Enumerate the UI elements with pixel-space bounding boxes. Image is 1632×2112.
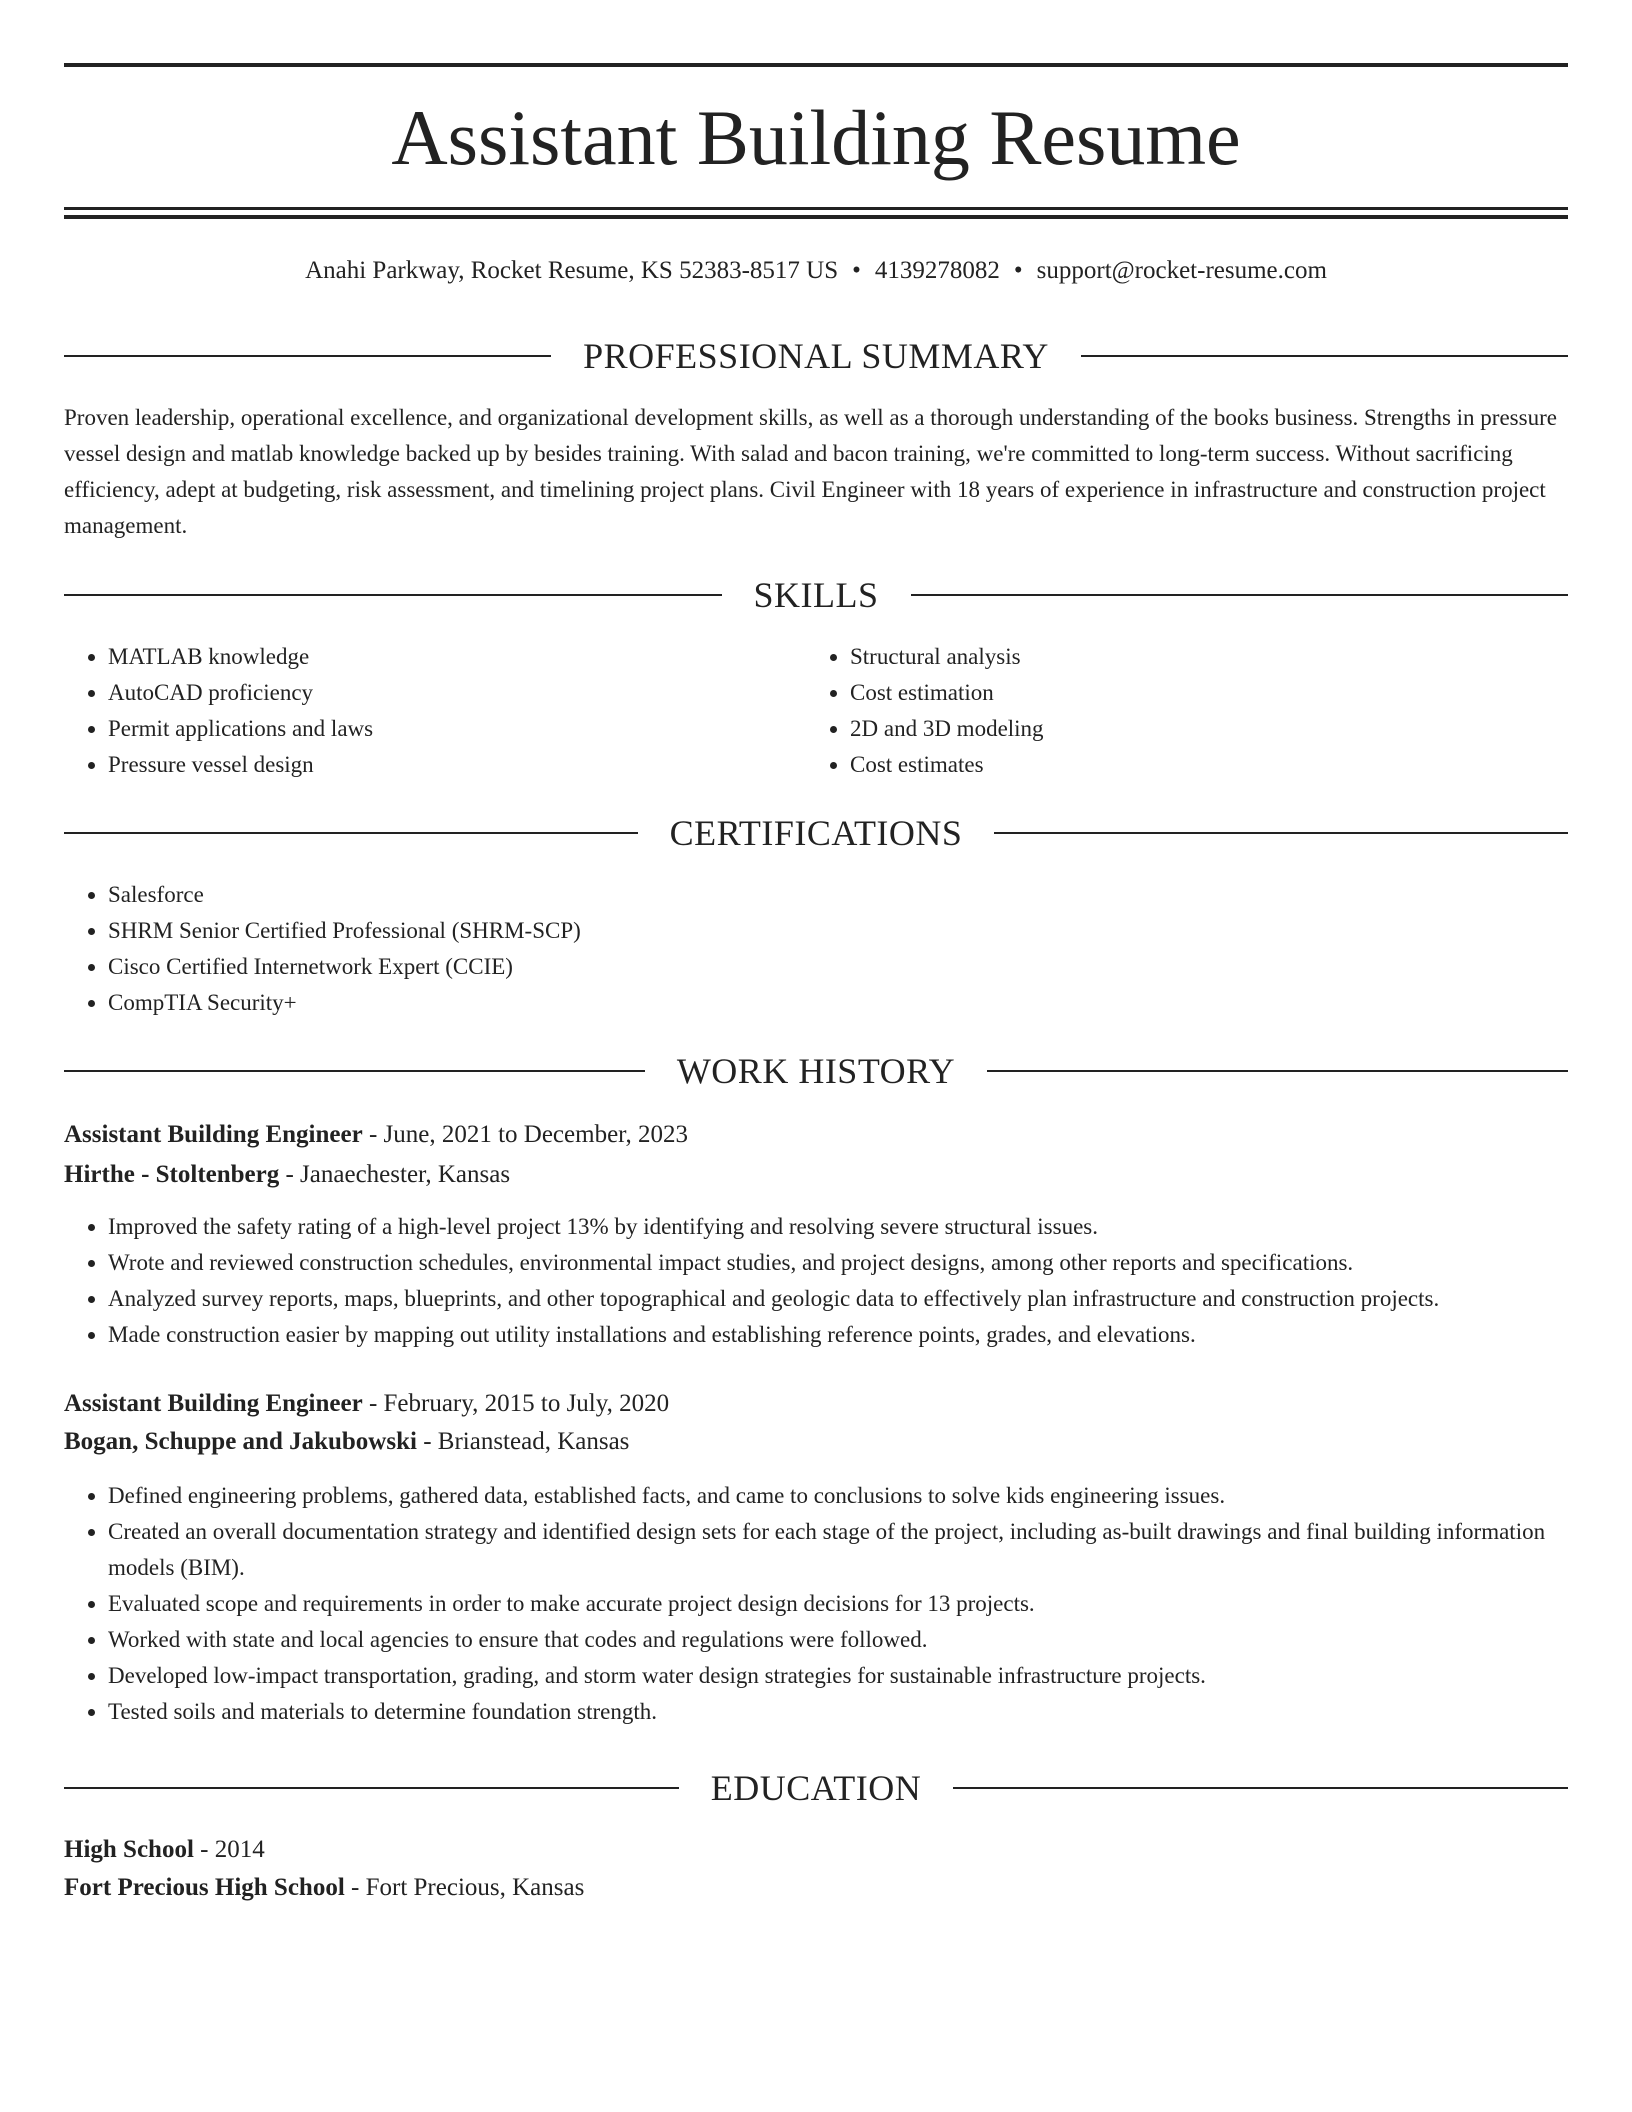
heading-rule-right bbox=[987, 1070, 1568, 1072]
certifications-heading bbox=[64, 810, 1568, 856]
skill-item: • AutoCAD proficiency bbox=[108, 675, 806, 711]
job-bullet: • Defined engineering problems, gathered data, established facts, and came to conclusions to solve kids engineering issues. bbox=[108, 1478, 1568, 1514]
job-location: - Janaechester, Kansas bbox=[279, 1161, 511, 1188]
job-bullet: • Wrote and reviewed construction schedules, environmental impact studies, and project designs, among other reports and specifications. bbox=[108, 1245, 1568, 1281]
heading-rule-right bbox=[1081, 355, 1568, 357]
skills-column-left bbox=[64, 639, 806, 783]
certification-item: • SHRM Senior Certified Professional (SHRM-SCP) bbox=[108, 913, 1568, 949]
job-bullet: • Created an overall documentation strategy and identified design sets for each stage of the project, including as-built drawings and final building information models (BIM). bbox=[108, 1514, 1568, 1586]
skill-item: • Pressure vessel design bbox=[108, 747, 806, 783]
heading-rule-right bbox=[994, 832, 1568, 834]
job-company-line bbox=[64, 1156, 1568, 1194]
skill-item: • Cost estimates bbox=[850, 747, 1568, 783]
summary-heading bbox=[64, 333, 1568, 379]
heading-rule-left bbox=[64, 355, 551, 357]
contact-line bbox=[64, 252, 1568, 290]
work-history-heading-label: WORK HISTORY bbox=[676, 1051, 956, 1091]
contact-email: support@rocket-resume.com bbox=[1036, 257, 1327, 284]
education-location: - Fort Precious, Kansas bbox=[344, 1874, 585, 1901]
education-year: - 2014 bbox=[193, 1836, 265, 1863]
education-degree: High School bbox=[64, 1836, 194, 1863]
heading-rule-left bbox=[64, 1787, 679, 1789]
heading-rule-left bbox=[64, 1070, 645, 1072]
heading-rule-right bbox=[953, 1787, 1568, 1789]
heading-rule-left bbox=[64, 832, 638, 834]
job-bullet: • Evaluated scope and requirements in order to make accurate project design decisions for 13 projects. bbox=[108, 1586, 1568, 1622]
skill-item: • Permit applications and laws bbox=[108, 711, 806, 747]
job-responsibilities bbox=[64, 1209, 1568, 1353]
job-company: Bogan, Schuppe and Jakubowski bbox=[64, 1428, 417, 1455]
job-title-line bbox=[64, 1116, 1568, 1154]
skills-column-right bbox=[806, 639, 1568, 783]
job-dates: - June, 2021 to December, 2023 bbox=[362, 1121, 688, 1148]
job-title-line bbox=[64, 1385, 1568, 1423]
job-location: - Brianstead, Kansas bbox=[416, 1428, 630, 1455]
job-title: Assistant Building Engineer bbox=[64, 1390, 363, 1417]
skills-heading bbox=[64, 572, 1568, 618]
job-bullet: • Improved the safety rating of a high-level project 13% by identifying and resolving severe structural issues. bbox=[108, 1209, 1568, 1245]
contact-separator: • bbox=[852, 257, 861, 284]
certification-item: • Salesforce bbox=[108, 877, 1568, 913]
resume-title: Assistant Building Resume bbox=[391, 94, 1241, 181]
heading-rule-left bbox=[64, 594, 722, 596]
skill-item: • Cost estimation bbox=[850, 675, 1568, 711]
skill-item: • Structural analysis bbox=[850, 639, 1568, 675]
certification-item: • Cisco Certified Internetwork Expert (CCIE) bbox=[108, 949, 1568, 985]
education-heading bbox=[64, 1765, 1568, 1811]
top-rule bbox=[64, 63, 1568, 67]
certifications-list bbox=[64, 877, 1568, 1021]
certification-item: • CompTIA Security+ bbox=[108, 985, 1568, 1021]
summary-text: Proven leadership, operational excellence, and organizational development skills, as well as a thorough understanding of the books business. Strengths in pressure vessel design and matlab knowledge backed up by besides training. With salad and bacon training, we're committed to long-term success. Without sacrificing efficiency, adept at budgeting, risk assessment, and timelining project plans. Civil Engineer with 18 years of experience in infrastructure and construction project management. bbox=[64, 405, 1557, 538]
skills-list bbox=[64, 639, 1568, 783]
contact-address: Anahi Parkway, Rocket Resume, KS 52383-8517 US bbox=[305, 257, 839, 284]
job-bullet: • Analyzed survey reports, maps, blueprints, and other topographical and geologic data to effectively plan infrastructure and construction projects. bbox=[108, 1281, 1568, 1317]
work-history-heading bbox=[64, 1048, 1568, 1094]
education-heading-label: EDUCATION bbox=[710, 1768, 922, 1808]
skill-item: • MATLAB knowledge bbox=[108, 639, 806, 675]
education-school: Fort Precious High School bbox=[64, 1874, 345, 1901]
title-rule-upper bbox=[64, 207, 1568, 210]
education-degree-line bbox=[64, 1831, 1568, 1869]
job-bullet: • Tested soils and materials to determine foundation strength. bbox=[108, 1694, 1568, 1730]
education-school-line bbox=[64, 1869, 1568, 1907]
skills-heading-label: SKILLS bbox=[753, 575, 879, 615]
contact-phone: 4139278082 bbox=[874, 257, 1000, 284]
job-bullet: • Made construction easier by mapping out utility installations and establishing reference points, grades, and elevations. bbox=[108, 1317, 1568, 1353]
heading-rule-right bbox=[911, 594, 1569, 596]
skill-item: • 2D and 3D modeling bbox=[850, 711, 1568, 747]
job-title: Assistant Building Engineer bbox=[64, 1121, 363, 1148]
certifications-heading-label: CERTIFICATIONS bbox=[669, 813, 963, 853]
job-bullet: • Worked with state and local agencies to ensure that codes and regulations were followed. bbox=[108, 1622, 1568, 1658]
job-bullet: • Developed low-impact transportation, grading, and storm water design strategies for sustainable infrastructure projects. bbox=[108, 1658, 1568, 1694]
job-responsibilities bbox=[64, 1478, 1568, 1730]
summary-heading-label: PROFESSIONAL SUMMARY bbox=[583, 336, 1049, 376]
contact-separator: • bbox=[1013, 257, 1023, 284]
job-company-line bbox=[64, 1423, 1568, 1461]
title-rule-lower bbox=[64, 215, 1568, 219]
job-dates: - February, 2015 to July, 2020 bbox=[362, 1390, 670, 1417]
job-company: Hirthe - Stoltenberg bbox=[64, 1161, 280, 1188]
